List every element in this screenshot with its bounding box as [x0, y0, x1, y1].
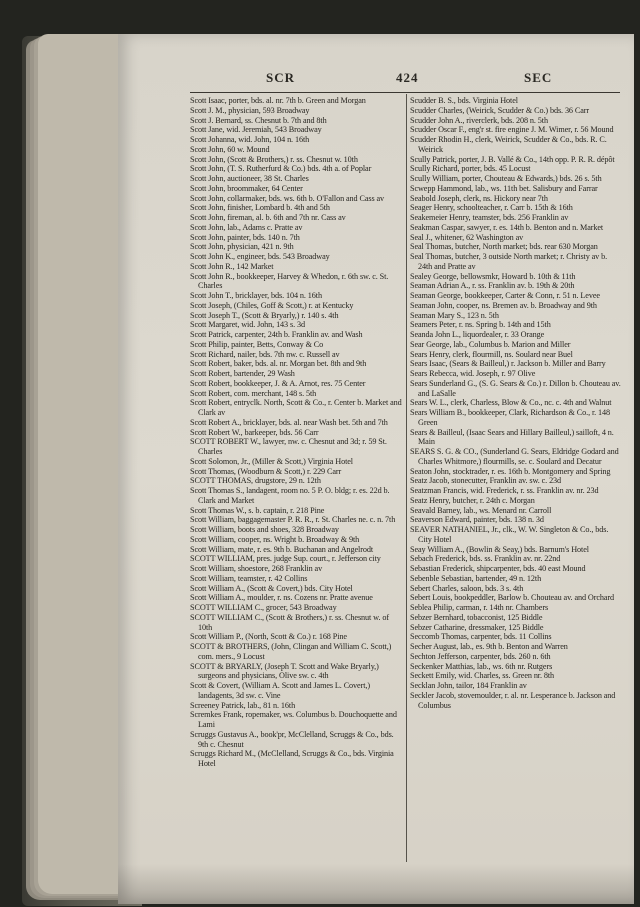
directory-entry: Scott John, collarmaker, bds. ws. 6th b. O'Fallon and Cass av [190, 193, 385, 203]
page-header [118, 70, 634, 92]
directory-entry: SEAVER NATHANIEL, Jr., clk., W. W. Singleton & Co., bds. City Hotel [410, 525, 609, 544]
directory-entry: Scott Robert A., bricklayer, bds. al. near Wash bet. 5th and 7th [190, 417, 388, 427]
column-divider [406, 94, 407, 862]
directory-entry: Scott John, broommaker, 64 Center [190, 183, 303, 193]
directory-entry: Seal J., whitener, 62 Washington av [410, 232, 524, 242]
directory-entry: Scott & Covert, (William A. Scott and James L. Covert,) landagents, 3d sw. c. Vine [190, 681, 370, 700]
directory-entry: Seblea Philip, carman, r. 14th nr. Chambers [410, 603, 549, 612]
directory-entry: Seatz Henry, butcher, r. 24th c. Morgan [410, 495, 535, 505]
directory-entry: Sears Isaac, (Sears & Bailleul,) r. Jackson b. Miller and Barry [410, 359, 606, 369]
directory-entry: Sears W. L., clerk, Charless, Blow & Co., nc. c. 4th and Walnut [410, 398, 612, 408]
header-rule [190, 92, 620, 93]
directory-entry: Sebert Charles, saloon, bds. 3 s. 4th [410, 583, 524, 593]
directory-entry: Seager Henry, schoolteacher, r. Carr b. 15th & 16th [410, 203, 573, 213]
directory-entry: Scott John, painter, bds. 140 n. 7th [190, 232, 300, 242]
directory-entry: Seabold Joseph, clerk, ns. Hickory near 7th [410, 193, 548, 203]
directory-entry: Scott Johanna, wid. John, 104 n. 16th [190, 135, 310, 144]
directory-page [118, 34, 634, 904]
directory-entry: Scott John, (T. S. Rutherfurd & Co.) bds. 4th a. of Poplar [190, 164, 372, 174]
directory-entry: Scott Philip, painter, Betts, Conway & Co [190, 339, 324, 349]
page-bottom-shadow [118, 864, 634, 904]
directory-entry: Seakemeier Henry, teamster, bds. 256 Franklin av [410, 213, 569, 222]
directory-entry: Scott John R., 142 Market [190, 261, 274, 271]
directory-entry: Scruggs Gustavus A., book'pr, McClelland, Scruggs & Co., bds. 9th c. Chesnut [190, 729, 394, 749]
directory-entry: Scott Richard, nailer, bds. 7th nw. c. Russell av [190, 349, 340, 359]
directory-entry: Seal Thomas, butcher, 3 outside North market; r. Christy av b. 24th and Pratte av [410, 252, 608, 271]
directory-entry: Scott Margaret, wid. John, 143 s. 3d [190, 320, 305, 330]
directory-entry: Scott John, finisher, Lombard b. 4th and 5th [190, 203, 330, 213]
directory-entry: SCOTT ROBERT W., lawyer, nw. c. Chesnut and 3d; r. 59 St. Charles [190, 437, 387, 456]
directory-entry: Scudder Oscar F., eng'r st. fire engine J. M. Wimer, r. 56 Mound [410, 125, 614, 135]
directory-entry: Scott John R., bookkeeper, Harvey & Whedon, r. 6th sw. c. St. Charles [190, 271, 389, 291]
directory-entry: Scott Patrick, carpenter, 24th b. Franklin av. and Wash [190, 330, 363, 339]
directory-entry: Scully William, porter, Chouteau & Edwards,) bds. 26 s. 5th [410, 174, 602, 183]
directory-entry: Seckenker Matthias, lab., ws. 6th nr. Rutgers [410, 661, 553, 671]
directory-entry: Sears & Bailleul, (Isaac Sears and Hillary Bailleul,) sailloft, 4 n. Main [410, 427, 614, 447]
directory-entry: Seay William A., (Bowlin & Seay,) bds. Barnum's Hotel [410, 544, 589, 554]
directory-entry: Scott Robert, com. merchant, 148 s. 5th [190, 388, 317, 398]
directory-entry: Seatz Jacob, stonecutter, Franklin av. sw. c. 23d [410, 476, 562, 486]
directory-entry: Scott William P., (North, Scott & Co.) r. 168 Pine [190, 632, 347, 642]
directory-entry: Secklan John, tailor, 184 Franklin av [410, 681, 527, 690]
directory-entry: Sears William B., bookkeeper, Clark, Richardson & Co., r. 148 Green [410, 408, 611, 427]
directory-entry: Secher August, lab., es. 9th b. Benton and Warren [410, 642, 568, 651]
directory-entry: Sebenble Sebastian, bartender, 49 n. 12th [410, 573, 542, 583]
directory-entry: Scott Solomon, Jr., (Miller & Scott,) Virginia Hotel [190, 456, 353, 466]
left-guide-word: SCR [266, 70, 296, 85]
directory-entry: Sebach Frederick, bds. ss. Franklin av. nr. 22nd [410, 554, 561, 564]
directory-entry: SCOTT THOMAS, drugstore, 29 n. 12th [190, 476, 321, 486]
directory-entry: Seaman George, bookkeeper, Carter & Conn, r. 51 n. Levee [410, 291, 600, 300]
directory-entry: SCOTT & BROTHERS, (John, Clingan and William C. Scott,) com. mers., 9 Locust [190, 642, 392, 661]
page-number: 424 [396, 70, 419, 85]
directory-entry: Scott William, baggagemaster P. R. R., r. St. Charles ne. c. n. 7th [190, 515, 396, 525]
directory-entry: Screeney Patrick, lab., 81 n. 16th [190, 700, 296, 710]
directory-entry: Seakman Caspar, sawyer, r. es. 14th b. Benton and n. Market [410, 222, 604, 232]
directory-entry: Scott J. M., physician, 593 Broadway [190, 105, 310, 115]
directory-entry: Scott J. Bernard, ss. Chesnut b. 7th and 8th [190, 115, 327, 125]
directory-entry: Seaverson Edward, painter, bds. 138 n. 3d [410, 515, 544, 525]
directory-entry: Scudder B. S., bds. Virginia Hotel [410, 96, 518, 105]
directory-entry: Scremkes Frank, ropemaker, ws. Columbus b. Douchoquette and Lami [190, 710, 397, 729]
directory-entry: Scott William, mate, r. es. 9th b. Buchanan and Angelrodt [190, 544, 374, 554]
directory-entry: Scully Patrick, porter, J. B. Vallé & Co., 14th opp. P. R. R. dépôt [410, 154, 615, 164]
directory-entry: Scott Robert W., barkeeper, bds. 56 Carr [190, 427, 319, 437]
directory-entry: Scott William, cooper, ns. Wright b. Broadway & 9th [190, 534, 360, 544]
directory-entry: Sebzer Bernhard, tobacconist, 125 Biddle [410, 612, 543, 622]
directory-entry: Scott Isaac, porter, bds. al. nr. 7th b. Green and Morgan [190, 96, 366, 105]
directory-entry: Sear George, lab., Columbus b. Marion and Miller [410, 339, 571, 349]
directory-entry: Scruggs Richard M., (McClelland, Scruggs & Co., bds. Virginia Hotel [190, 749, 394, 768]
directory-entry: Scott William, boots and shoes, 328 Broadway [190, 525, 339, 534]
directory-entry: Scwepp Hammond, lab., ws. 11th bet. Salisbury and Farrar [410, 183, 598, 193]
directory-entry: Scott John, (Scott & Brothers,) r. ss. Chesnut w. 10th [190, 154, 358, 164]
directory-entry: SCOTT WILLIAM C., grocer, 543 Broadway [190, 603, 337, 612]
directory-entry: Seamers Peter, r. ns. Spring b. 14th and 15th [410, 320, 551, 330]
directory-entry: Seaman Mary S., 123 n. 5th [410, 310, 499, 320]
directory-entry: Scudder Charles, (Weirick, Scudder & Co.) bds. 36 Carr [410, 105, 590, 115]
directory-entry: Scully Richard, porter, bds. 45 Locust [410, 164, 531, 174]
directory-entry: Scott John K., engineer, bds. 543 Broadway [190, 252, 330, 261]
directory-entry: Scott Thomas, (Woodburn & Scott,) r. 229 Carr [190, 466, 342, 476]
directory-entry: Seaman John, cooper, ns. Bremen av. b. Broadway and 9th [410, 300, 597, 310]
directory-entry: Sebert Louis, bookpeddler, Barlow b. Chouteau av. and Orchard [410, 593, 615, 603]
right-guide-word: SEC [524, 70, 553, 85]
directory-entry: Seatzman Francis, wid. Frederick, r. ss. Franklin av. nr. 23d [410, 486, 599, 495]
directory-entry: Seanda John L., liquordealer, r. 33 Orange [410, 330, 545, 339]
directory-entry: Seaton John, stocktrader, r. es. 16th b. Montgomery and Spring [410, 466, 611, 476]
directory-entry: Seaman Adrian A., r. ss. Franklin av. b. 19th & 20th [410, 281, 575, 291]
directory-entry: Scott William, shoestore, 268 Franklin av [190, 564, 323, 573]
directory-entry: Sealey George, bellowsmkr, Howard b. 10th & 11th [410, 271, 576, 281]
directory-entry: Seckler Jacob, stovemoulder, r. al. nr. Lesperance b. Jackson and Columbus [410, 690, 616, 710]
directory-entry: Scott Joseph, (Chiles, Goff & Scott,) r. at Kentucky [190, 300, 354, 310]
directory-entry: SCOTT WILLIAM C., (Scott & Brothers,) r. ss. Chesnut w. of 10th [190, 612, 389, 632]
directory-entry: Scott Robert, entryclk. North, Scott & Co., r. Center b. Market and Clark av [190, 398, 402, 417]
directory-entry: Scott Thomas W., s. b. captain, r. 218 Pine [190, 505, 325, 515]
directory-entry: Seccomb Thomas, carpenter, bds. 11 Collins [410, 632, 552, 642]
directory-entry: Scott John, 60 w. Mound [190, 144, 270, 154]
directory-entry: Sears Henry, clerk, flourmill, ns. Soulard near Buel [410, 349, 573, 359]
directory-entry: Scudder John A., riverclerk, bds. 208 n. 5th [410, 115, 548, 125]
directory-entry: Scott John, fireman, al. b. 6th and 7th nr. Cass av [190, 213, 346, 222]
directory-entry: Scott John, physician, 421 n. 9th [190, 242, 294, 252]
directory-entry: Scott Robert, bookkeeper, J. & A. Arnot, res. 75 Center [190, 378, 366, 388]
directory-entry: Scudder Rhodin H., clerk, Weirick, Scudder & Co., bds. R. C. Weirick [410, 135, 607, 154]
directory-entry: Scott John T., bricklayer, bds. 104 n. 16th [190, 291, 322, 300]
directory-entry: Scott Robert, bartender, 29 Wash [190, 369, 295, 378]
directory-entry: Scott Robert, baker, bds. al. nr. Morgan bet. 8th and 9th [190, 359, 367, 369]
directory-entry: Scott William A., (Scott & Covert,) bds. City Hotel [190, 583, 353, 593]
directory-entry: Sebastian Frederick, shipcarpenter, bds. 40 east Mound [410, 564, 586, 573]
directory-entry: Sears Sunderland G., (S. G. Sears & Co.) r. Dillon b. Chouteau av. and LaSalle [410, 378, 621, 398]
directory-entry: Seal Thomas, butcher, North market; bds. rear 630 Morgan [410, 242, 598, 252]
right-column [410, 96, 623, 710]
left-column [190, 96, 403, 769]
directory-entry: Scott Jane, wid. Jeremiah, 543 Broadway [190, 125, 322, 135]
directory-entry: SCOTT & BRYARLY, (Joseph T. Scott and Wake Bryarly,) surgeons and physicians, Olive sw. c. 4th [190, 661, 379, 681]
directory-entry: Scott John, lab., Adams c. Pratte av [190, 222, 303, 232]
directory-entry: Scott William, teamster, r. 42 Collins [190, 573, 308, 583]
directory-entry: SEARS S. G. & CO., (Sunderland G. Sears, Eldridge Godard and Charles Whitmore,) flourmills, se. c. Soulard and Decatur [410, 447, 619, 466]
directory-entry: SCOTT WILLIAM, pres. judge Sup. court., r. Jefferson city [190, 554, 381, 564]
directory-entry: Scott John, auctioneer, 38 St. Charles [190, 174, 309, 183]
directory-entry: Seavald Barney, lab., ws. Menard nr. Carroll [410, 505, 552, 515]
directory-entry: Scott Thomas S., landagent, room no. 5 P. O. bldg; r. es. 22d b. Clark and Market [190, 486, 390, 505]
directory-entry: Sebzer Catharine, dressmaker, 125 Biddle [410, 622, 544, 632]
directory-entry: Sears Rebecca, wid. Joseph, r. 97 Olive [410, 369, 536, 378]
directory-entry: Seckett Emily, wid. Charles, ss. Green nr. 8th [410, 671, 555, 681]
directory-entry: Scott Joseph T., (Scott & Bryarly,) r. 140 s. 4th [190, 310, 339, 320]
directory-entry: Sechton Jefferson, carpenter, bds. 260 n. 6th [410, 651, 551, 661]
directory-entry: Scott William A., moulder, r. ns. Cozens nr. Pratte avenue [190, 593, 373, 603]
